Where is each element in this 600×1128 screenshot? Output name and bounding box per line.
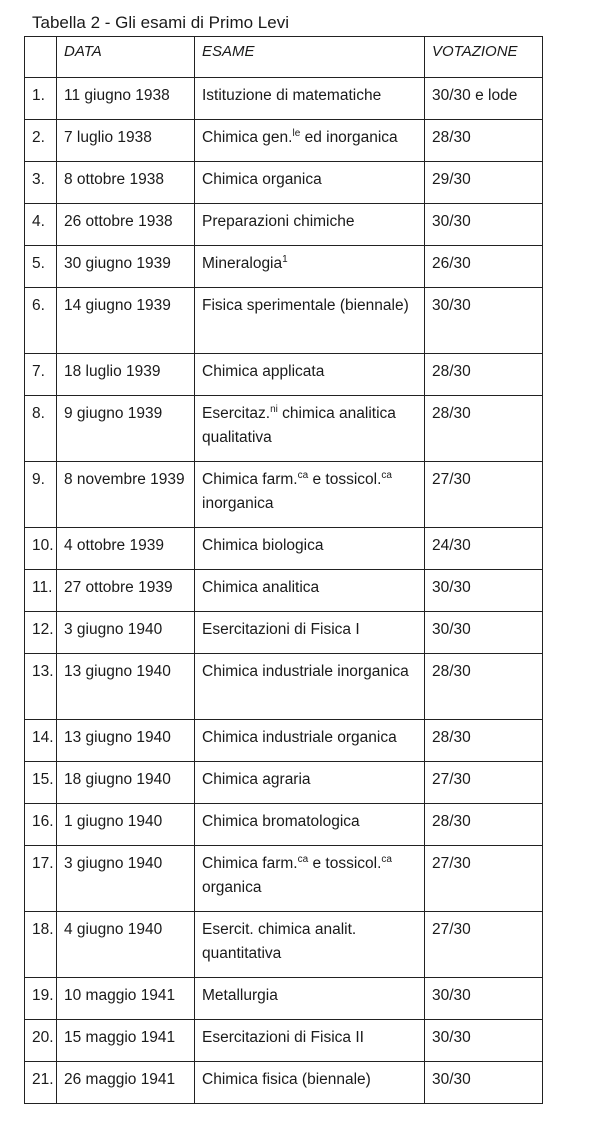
exam-grade: 30/30 e lode <box>425 78 543 120</box>
exam-name-text: Chimica industriale organica <box>202 729 397 746</box>
table-row <box>25 762 543 804</box>
exam-name-text: inorganica <box>202 495 274 512</box>
table-caption: Tabella 2 - Gli esami di Primo Levi <box>32 13 289 32</box>
table-row <box>25 1062 543 1104</box>
exam-date: 4 ottobre 1939 <box>57 528 195 570</box>
exam-name <box>195 654 425 720</box>
table-row <box>25 912 543 978</box>
exam-name-text: Chimica organica <box>202 171 322 188</box>
exam-date: 8 ottobre 1938 <box>57 162 195 204</box>
exam-name-superscript: le <box>292 128 301 139</box>
exam-date: 9 giugno 1939 <box>57 396 195 462</box>
row-number: 13. <box>25 654 57 720</box>
exam-name <box>195 354 425 396</box>
exam-name-text: Esercitaz. <box>202 405 271 422</box>
exam-grade: 28/30 <box>425 120 543 162</box>
row-number: 6. <box>25 288 57 354</box>
row-number: 16. <box>25 804 57 846</box>
table-row <box>25 804 543 846</box>
exam-grade: 30/30 <box>425 978 543 1020</box>
exam-name-text: Chimica agraria <box>202 771 311 788</box>
exam-name-text: Chimica bromatologica <box>202 813 360 830</box>
exam-date: 8 novembre 1939 <box>57 462 195 528</box>
row-number: 8. <box>25 396 57 462</box>
exam-grade: 27/30 <box>425 846 543 912</box>
exam-name-text: Chimica farm. <box>202 471 298 488</box>
exam-name-text: organica <box>202 879 262 896</box>
exam-grade: 27/30 <box>425 462 543 528</box>
exam-name-text: Chimica fisica (biennale) <box>202 1071 371 1088</box>
exam-date: 27 ottobre 1939 <box>57 570 195 612</box>
header-exam: ESAME <box>195 37 425 78</box>
exam-name-text: Preparazioni chimiche <box>202 213 355 230</box>
exam-name-text: Esercitazioni di Fisica II <box>202 1029 364 1046</box>
exam-name <box>195 1062 425 1104</box>
table-row <box>25 162 543 204</box>
exam-grade: 30/30 <box>425 612 543 654</box>
exam-name-text: Chimica biologica <box>202 537 324 554</box>
exam-name-text: Esercitazioni di Fisica I <box>202 621 360 638</box>
table-row <box>25 204 543 246</box>
table-row <box>25 78 543 120</box>
table-row <box>25 612 543 654</box>
exam-date: 26 maggio 1941 <box>57 1062 195 1104</box>
exam-grade: 24/30 <box>425 528 543 570</box>
table-row <box>25 462 543 528</box>
exam-name-text: Chimica farm. <box>202 855 298 872</box>
exam-date: 1 giugno 1940 <box>57 804 195 846</box>
row-number: 11. <box>25 570 57 612</box>
exam-name <box>195 288 425 354</box>
exam-name <box>195 612 425 654</box>
table-row <box>25 288 543 354</box>
exam-name <box>195 246 425 288</box>
exam-grade: 29/30 <box>425 162 543 204</box>
row-number: 18. <box>25 912 57 978</box>
table-row <box>25 354 543 396</box>
exam-date: 3 giugno 1940 <box>57 846 195 912</box>
exam-date: 4 giugno 1940 <box>57 912 195 978</box>
exams-table-body <box>25 78 543 1104</box>
exam-grade: 28/30 <box>425 354 543 396</box>
exam-date: 18 luglio 1939 <box>57 354 195 396</box>
row-number: 14. <box>25 720 57 762</box>
exam-grade: 26/30 <box>425 246 543 288</box>
exam-name-text: Chimica gen. <box>202 129 293 146</box>
exam-grade: 30/30 <box>425 1062 543 1104</box>
exam-name <box>195 912 425 978</box>
row-number: 12. <box>25 612 57 654</box>
row-number: 1. <box>25 78 57 120</box>
exam-name <box>195 846 425 912</box>
exam-name <box>195 762 425 804</box>
row-number: 2. <box>25 120 57 162</box>
header-row <box>25 37 543 78</box>
exam-grade: 30/30 <box>425 1020 543 1062</box>
header-date: DATA <box>57 37 195 78</box>
exam-grade: 30/30 <box>425 288 543 354</box>
table-row <box>25 1020 543 1062</box>
exam-name <box>195 162 425 204</box>
exam-date: 11 giugno 1938 <box>57 78 195 120</box>
exam-name-superscript: ca <box>381 470 392 481</box>
row-number: 5. <box>25 246 57 288</box>
exam-name-text: chimica analitica qualitativa <box>202 405 396 446</box>
table-row <box>25 846 543 912</box>
row-number: 7. <box>25 354 57 396</box>
table-row <box>25 570 543 612</box>
exam-name-superscript: ca <box>381 854 392 865</box>
exam-date: 3 giugno 1940 <box>57 612 195 654</box>
exam-name <box>195 78 425 120</box>
exam-date: 18 giugno 1940 <box>57 762 195 804</box>
exam-date: 14 giugno 1939 <box>57 288 195 354</box>
exam-grade: 28/30 <box>425 396 543 462</box>
exam-grade: 28/30 <box>425 654 543 720</box>
exam-name-text: e tossicol. <box>308 855 382 872</box>
exam-date: 7 luglio 1938 <box>57 120 195 162</box>
exam-grade: 28/30 <box>425 720 543 762</box>
exam-name-superscript: ca <box>297 854 309 865</box>
exam-name-text: e tossicol. <box>308 471 382 488</box>
table-row <box>25 528 543 570</box>
table-row <box>25 246 543 288</box>
exam-grade: 30/30 <box>425 204 543 246</box>
exam-name <box>195 804 425 846</box>
exam-name-text: Chimica applicata <box>202 363 325 380</box>
exam-grade: 27/30 <box>425 762 543 804</box>
exam-date: 15 maggio 1941 <box>57 1020 195 1062</box>
exam-name <box>195 720 425 762</box>
table-row <box>25 654 543 720</box>
exam-name-text: Mineralogia <box>202 255 283 272</box>
exam-name <box>195 978 425 1020</box>
exam-date: 13 giugno 1940 <box>57 720 195 762</box>
exam-name <box>195 1020 425 1062</box>
header-grade: VOTAZIONE <box>425 37 543 78</box>
row-number: 21. <box>25 1062 57 1104</box>
exam-name-text: Fisica sperimentale (biennale) <box>202 297 409 314</box>
exam-name-text: ed inorganica <box>300 129 398 146</box>
row-number: 3. <box>25 162 57 204</box>
exam-name-superscript: ca <box>297 470 309 481</box>
exam-date: 13 giugno 1940 <box>57 654 195 720</box>
exam-grade: 30/30 <box>425 570 543 612</box>
exam-date: 26 ottobre 1938 <box>57 204 195 246</box>
exam-name-text: Istituzione di matematiche <box>202 87 382 104</box>
row-number: 4. <box>25 204 57 246</box>
exam-date: 10 maggio 1941 <box>57 978 195 1020</box>
exam-name-superscript: 1 <box>282 254 288 265</box>
exam-name <box>195 396 425 462</box>
exam-name-text: Esercit. chimica analit. quantitativa <box>202 921 357 962</box>
row-number: 10. <box>25 528 57 570</box>
exam-name-superscript: ni <box>270 404 278 415</box>
exams-table <box>24 36 543 1104</box>
exam-name-text: Metallurgia <box>202 987 278 1004</box>
exam-name <box>195 528 425 570</box>
exam-name <box>195 570 425 612</box>
row-number: 15. <box>25 762 57 804</box>
exam-name <box>195 120 425 162</box>
header-number <box>25 37 57 78</box>
exam-date: 30 giugno 1939 <box>57 246 195 288</box>
row-number: 17. <box>25 846 57 912</box>
table-row <box>25 720 543 762</box>
table-row <box>25 978 543 1020</box>
row-number: 9. <box>25 462 57 528</box>
exam-grade: 27/30 <box>425 912 543 978</box>
table-row <box>25 396 543 462</box>
exam-name-text: Chimica industriale inorganica <box>202 663 409 680</box>
row-number: 19. <box>25 978 57 1020</box>
exam-name-text: Chimica analitica <box>202 579 320 596</box>
table-row <box>25 120 543 162</box>
exam-grade: 28/30 <box>425 804 543 846</box>
exam-name <box>195 462 425 528</box>
row-number: 20. <box>25 1020 57 1062</box>
exam-name <box>195 204 425 246</box>
